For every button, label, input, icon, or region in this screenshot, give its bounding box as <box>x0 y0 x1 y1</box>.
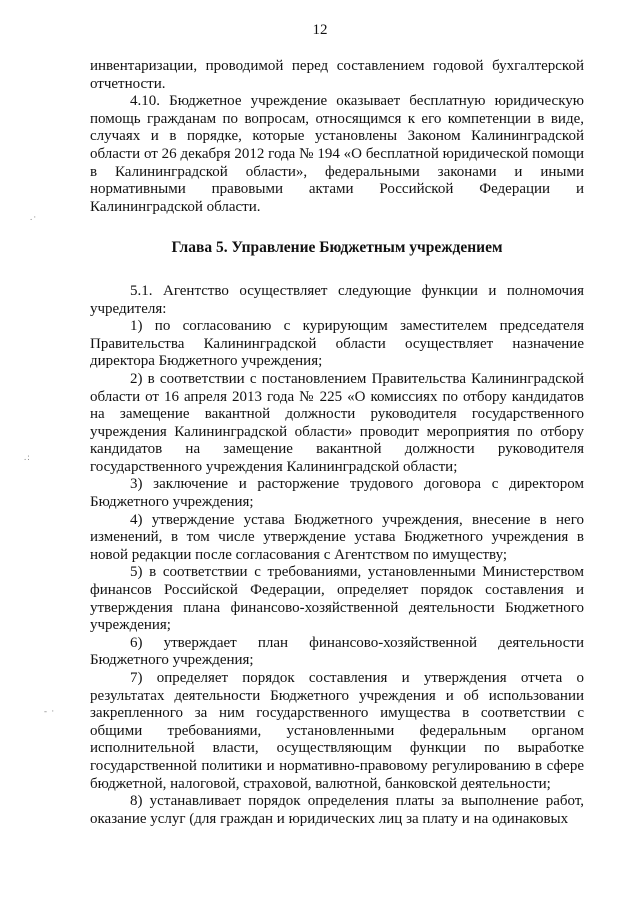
scan-mark: .: <box>24 452 31 462</box>
list-item-8: 8) устанавливает порядок определения платы за выполнение работ, оказание услуг (для граждан и юридических лиц за плату и на одинаковых <box>90 793 584 827</box>
list-item-7: 7) определяет порядок составления и утверждения отчета о результатах деятельности Бюджетного учреждения и об использовании закрепленного за ним государственного имущества в соответствии с общими требованиями, установленными федеральным органом исполнительной власти, осуществляющим функции по выработке государственной политики и нормативно-правовому регулированию в сфере бюджетной, налоговой, страховой, валютной, банковской деятельности; <box>90 670 584 792</box>
page-number: 12 <box>312 22 328 38</box>
paragraph-4-10: 4.10. Бюджетное учреждение оказывает бесплатную юридическую помощь гражданам по вопросам, относящимся к его компетенции в виде, случаях и в порядке, которые установлены Законом Калининградской области от 26 декабря 2012 года № 194 «О бесплатной юридической помощи в Калининградской области», федеральными законами и иными нормативными правовыми актами Российской Федерации и Калининградской области. <box>90 93 584 215</box>
scan-mark: .· <box>30 212 38 222</box>
scan-mark: - · <box>44 706 56 716</box>
list-item-1: 1) по согласованию с курирующим заместителем председателя Правительства Калининградской области осуществляет назначение директора Бюджетного учреждения; <box>90 318 584 370</box>
document-body <box>90 58 584 828</box>
list-item-4: 4) утверждение устава Бюджетного учреждения, внесение в него изменений, в том числе утверждение устава Бюджетного учреждения в новой редакции после согласования с Агентством по имуществу; <box>90 511 584 563</box>
paragraph-5-1: 5.1. Агентство осуществляет следующие функции и полномочия учредителя: <box>90 282 584 317</box>
list-item-3: 3) заключение и расторжение трудового договора с директором Бюджетного учреждения; <box>90 476 584 511</box>
list-item-6: 6) утверждает план финансово-хозяйственной деятельности Бюджетного учреждения; <box>90 634 584 669</box>
paragraph-continuation: инвентаризации, проводимой перед составлением годовой бухгалтерской отчетности. <box>90 58 584 92</box>
list-item-2: 2) в соответствии с постановлением Правительства Калининградской области от 16 апреля 2013 года № 225 «О комиссиях по отбору кандидатов на замещение вакантной должности руководителя государственного учреждения Калининградской области» проводит мероприятия по отбору кандидатов на замещение вакантной должности руководителя государственного учреждения Калининградской области; <box>90 370 584 475</box>
chapter-heading: Глава 5. Управление Бюджетным учреждением <box>171 239 503 257</box>
list-item-5: 5) в соответствии с требованиями, установленными Министерством финансов Российской Федерации, определяет порядок составления и утверждения плана финансово-хозяйственной деятельности Бюджетного учреждения; <box>90 564 584 634</box>
